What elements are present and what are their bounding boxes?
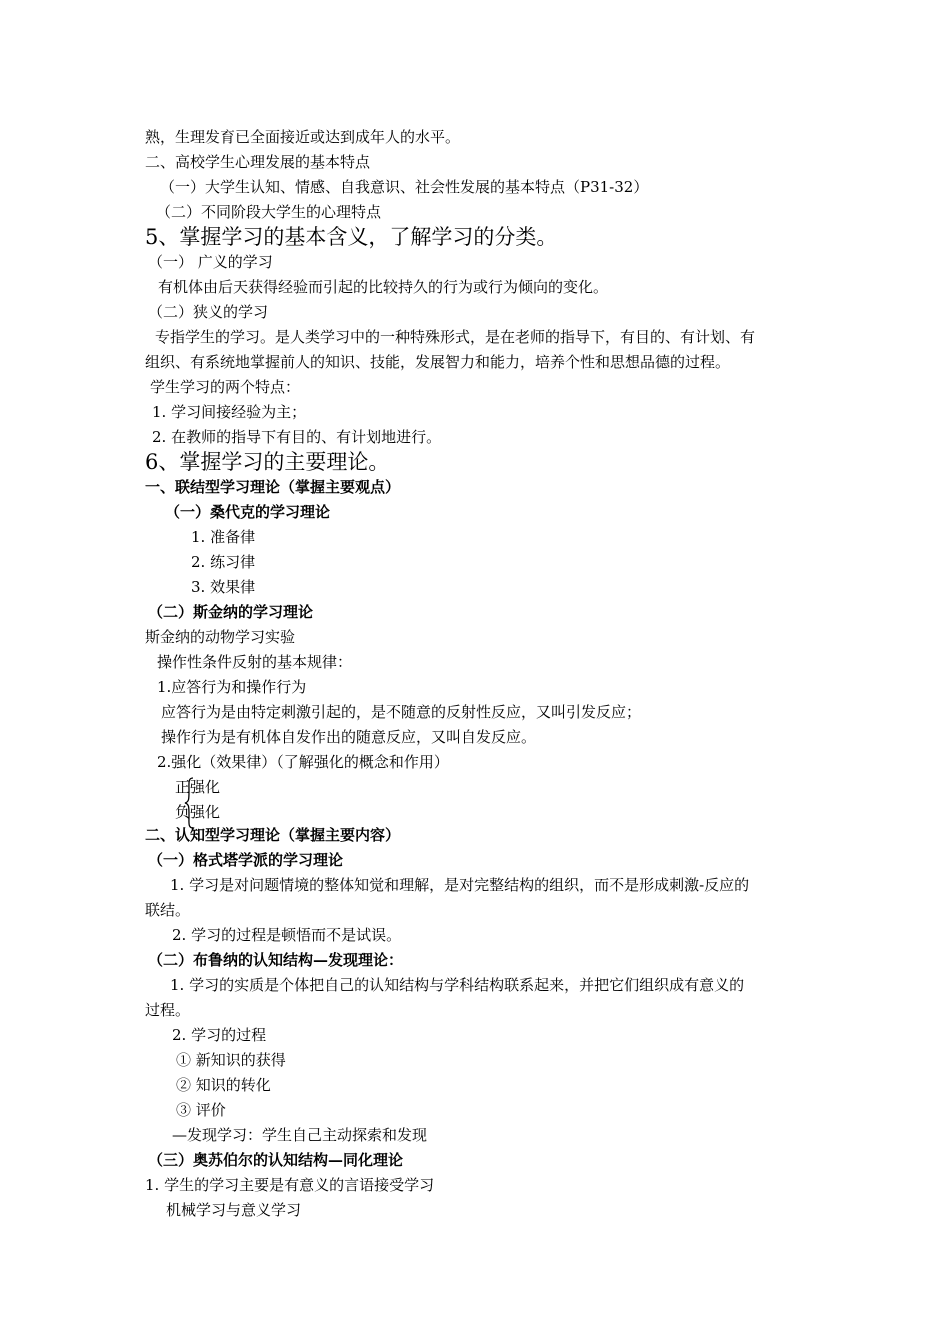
list-item: ① 新知识的获得 [176, 1051, 286, 1069]
list-item: 2. 学习的过程是顿悟而不是试误。 [172, 926, 402, 944]
list-item: 2. 练习律 [191, 553, 256, 571]
subsection-heading: （二）不同阶段大学生的心理特点 [156, 203, 382, 221]
section-heading: 二、高校学生心理发展的基本特点 [145, 153, 371, 171]
list-item: 1. 学习间接经验为主； [152, 403, 307, 421]
list-item: ③ 评价 [176, 1101, 226, 1119]
subsection-heading: （二）狭义的学习 [148, 303, 269, 321]
list-item: 3. 效果律 [191, 578, 256, 596]
text-line: 操作行为是有机体自发作出的随意反应，又叫自发反应。 [161, 728, 537, 746]
text-line: —发现学习：学生自己主动探索和发现 [172, 1126, 428, 1144]
text-line: 组织、有系统地掌握前人的知识、技能，发展智力和能力，培养个性和思想品德的过程。 [145, 353, 731, 371]
subsection-heading: （二）布鲁纳的认知结构—发现理论： [148, 951, 404, 969]
text-line: 操作性条件反射的基本规律： [157, 653, 353, 671]
text-line: 学生学习的两个特点： [150, 378, 301, 396]
list-item: 1. 准备律 [191, 528, 256, 546]
subsection-heading: （一） 广义的学习 [148, 253, 273, 271]
list-item: 2. 在教师的指导下有目的、有计划地进行。 [152, 428, 442, 446]
text-line: 熟，生理发育已全面接近或达到成年人的水平。 [145, 128, 461, 146]
text-line: 有机体由后天获得经验而引起的比较持久的行为或行为倾向的变化。 [158, 278, 609, 296]
list-item: 1. 学习的实质是个体把自己的认知结构与学科结构联系起来，并把它们组织成有意义的 [170, 976, 745, 994]
text-line: 过程。 [145, 1001, 191, 1019]
list-item: 2.强化（效果律）（了解强化的概念和作用） [157, 753, 449, 771]
topic-heading: 5、掌握学习的基本含义，了解学习的分类。 [145, 225, 558, 249]
text-line: 联结。 [145, 901, 191, 919]
list-item: 1.应答行为和操作行为 [157, 678, 307, 696]
subsection-heading: （一）桑代克的学习理论 [165, 503, 331, 521]
list-item: 1. 学生的学习主要是有意义的言语接受学习 [145, 1176, 435, 1194]
text-line: 应答行为是由特定刺激引起的，是不随意的反射性反应，又叫引发反应； [161, 703, 642, 721]
topic-heading: 6、掌握学习的主要理论。 [145, 450, 390, 474]
text-line: 斯金纳的动物学习实验 [145, 628, 296, 646]
list-item: ② 知识的转化 [176, 1076, 271, 1094]
text-line: 专指学生的学习。是人类学习中的一种特殊形式，是在老师的指导下，有目的、有计划、有 [155, 328, 756, 346]
subsection-heading: （三）奥苏伯尔的认知结构—同化理论 [148, 1151, 404, 1169]
subsection-heading: （二）斯金纳的学习理论 [148, 603, 314, 621]
subsection-heading: （一）大学生认知、情感、自我意识、社会性发展的基本特点（P31-32） [160, 178, 649, 196]
list-item: 负强化 [175, 803, 221, 821]
text-line: 机械学习与意义学习 [166, 1201, 302, 1219]
list-item: 1. 学习是对问题情境的整体知觉和理解，是对完整结构的组织，而不是形成刺激-反应的 [170, 876, 750, 894]
list-item: 正强化 [175, 778, 221, 796]
list-item: 2. 学习的过程 [172, 1026, 267, 1044]
section-heading: 一、联结型学习理论（掌握主要观点） [145, 478, 401, 496]
curly-brace-icon [184, 777, 194, 829]
section-heading: 二、认知型学习理论（掌握主要内容） [145, 826, 401, 844]
subsection-heading: （一）格式塔学派的学习理论 [148, 851, 344, 869]
